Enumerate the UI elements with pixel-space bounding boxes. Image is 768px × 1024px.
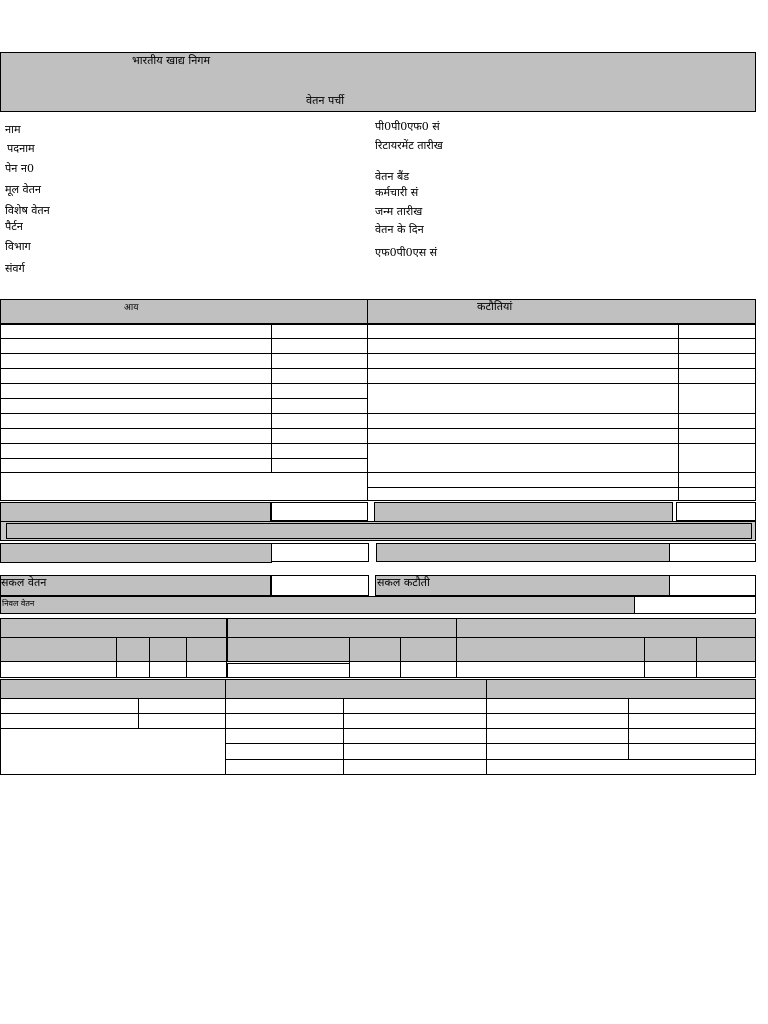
earnings-arrears-value-cell	[271, 543, 369, 562]
summary-section-header-3	[486, 679, 756, 699]
summary-row-line	[0, 728, 226, 729]
loan-data-cell	[349, 661, 401, 678]
label-pan-no: पेन न0	[5, 162, 34, 175]
deductions-row-line	[367, 383, 756, 384]
loan-section-header-2	[227, 618, 457, 638]
grid-divider-main	[367, 323, 368, 501]
deductions-row-line	[367, 413, 756, 414]
loan-subheader-cell	[644, 637, 697, 662]
earnings-header	[0, 299, 368, 324]
summary-row-line	[0, 713, 226, 714]
header-band	[0, 52, 756, 112]
summary-row-line	[225, 743, 756, 744]
label-basic-pay: मूल वेतन	[5, 183, 42, 196]
earnings-arrears-label-cell	[0, 543, 272, 563]
loan-subheader-cell	[0, 637, 117, 662]
deductions-row-line	[367, 368, 756, 369]
label-pay-band: वेतन बैंड	[375, 170, 410, 183]
gross-pay-label: सकल वेतन	[1, 576, 47, 589]
label-department: विभाग	[5, 240, 31, 253]
loan-data-cell	[456, 661, 645, 678]
loan-subheader-cell	[400, 637, 457, 662]
earnings-header-label: आय	[124, 303, 139, 313]
earnings-row-line	[0, 368, 368, 369]
deductions-arrears-label-cell	[376, 543, 670, 562]
net-pay-label-cell	[0, 596, 635, 614]
loan-data-cell	[696, 661, 756, 678]
loan-data-cell	[186, 661, 227, 678]
summary-row-line	[225, 713, 756, 714]
earnings-row-line	[0, 472, 368, 473]
summary-divider	[486, 698, 487, 775]
earnings-row-line	[0, 443, 368, 444]
earnings-row-line	[0, 413, 368, 414]
deductions-row-line	[367, 338, 756, 339]
loan-subheader-cell	[456, 637, 645, 662]
earnings-deductions-grid	[0, 323, 756, 501]
loan-data-cell	[400, 661, 457, 678]
label-cadre: संवर्ग	[5, 262, 25, 275]
summary-section-body	[0, 698, 756, 775]
label-special-pay: विशेष वेतन	[5, 204, 50, 217]
earnings-subtotal-label-cell	[0, 502, 271, 522]
deductions-row-line	[367, 487, 756, 488]
loan-data-cell	[0, 661, 117, 678]
earnings-row-line	[0, 398, 368, 399]
earnings-row-line	[0, 338, 368, 339]
loan-data-cell	[227, 663, 350, 678]
loan-subheader-cell	[696, 637, 756, 662]
summary-row-line	[225, 759, 756, 760]
loan-subheader-cell	[186, 637, 227, 662]
earnings-row-line	[0, 383, 368, 384]
summary-divider	[225, 698, 226, 775]
loan-data-cell	[116, 661, 150, 678]
label-employee-no: कर्मचारी सं	[375, 186, 419, 199]
summary-section-header-1	[0, 679, 226, 699]
earnings-row-line	[0, 458, 368, 459]
loan-subheader-cell	[116, 637, 150, 662]
summary-divider	[343, 698, 344, 775]
net-pay-value-cell	[634, 596, 756, 614]
loan-subheader-cell	[149, 637, 187, 662]
separator-band-inner	[6, 523, 752, 539]
earnings-row-line	[0, 428, 368, 429]
loan-subheader-cell	[227, 637, 350, 662]
earnings-row-line	[0, 353, 368, 354]
label-retirement-date: रिटायरमेंट तारीख	[375, 139, 443, 152]
net-pay-label: निवल वेतन	[2, 599, 35, 608]
summary-section-header-2	[225, 679, 487, 699]
deductions-row-line	[367, 428, 756, 429]
gross-pay-value-cell	[271, 575, 369, 596]
loan-section-header-3	[456, 618, 756, 638]
summary-row-line	[225, 728, 756, 729]
loan-data-cell	[644, 661, 697, 678]
deductions-row-line	[367, 353, 756, 354]
label-pattern: पैर्टन	[5, 220, 23, 233]
deductions-arrears-value-cell	[669, 543, 756, 562]
deductions-subtotal-value-cell	[676, 502, 756, 521]
earnings-subtotal-value-cell	[271, 502, 368, 521]
label-fps-no: एफ0पी0एस सं	[375, 246, 438, 259]
doc-title: वेतन पर्ची	[306, 94, 345, 107]
deductions-header-label: कटौतियां	[477, 300, 513, 313]
deductions-header	[367, 299, 756, 324]
label-name: नाम	[5, 123, 21, 136]
deductions-row-line	[367, 443, 756, 444]
gross-deductions-value-cell	[669, 575, 756, 596]
label-ppf-no: पी0पी0एफ0 सं	[375, 120, 440, 133]
loan-data-cell	[149, 661, 187, 678]
label-pay-days: वेतन के दिन	[375, 223, 424, 236]
loan-subheader-cell	[349, 637, 401, 662]
gross-deductions-label: सकल कटौती	[377, 576, 430, 589]
loan-section-header-1	[0, 618, 227, 638]
label-birth-date: जन्म तारीख	[375, 205, 423, 218]
grid-divider-deductions-amount	[678, 323, 679, 501]
label-designation: पदनाम	[7, 142, 35, 155]
deductions-row-line	[367, 472, 756, 473]
deductions-subtotal-label-cell	[374, 502, 673, 522]
org-name: भारतीय खाद्य निगम	[132, 54, 211, 67]
